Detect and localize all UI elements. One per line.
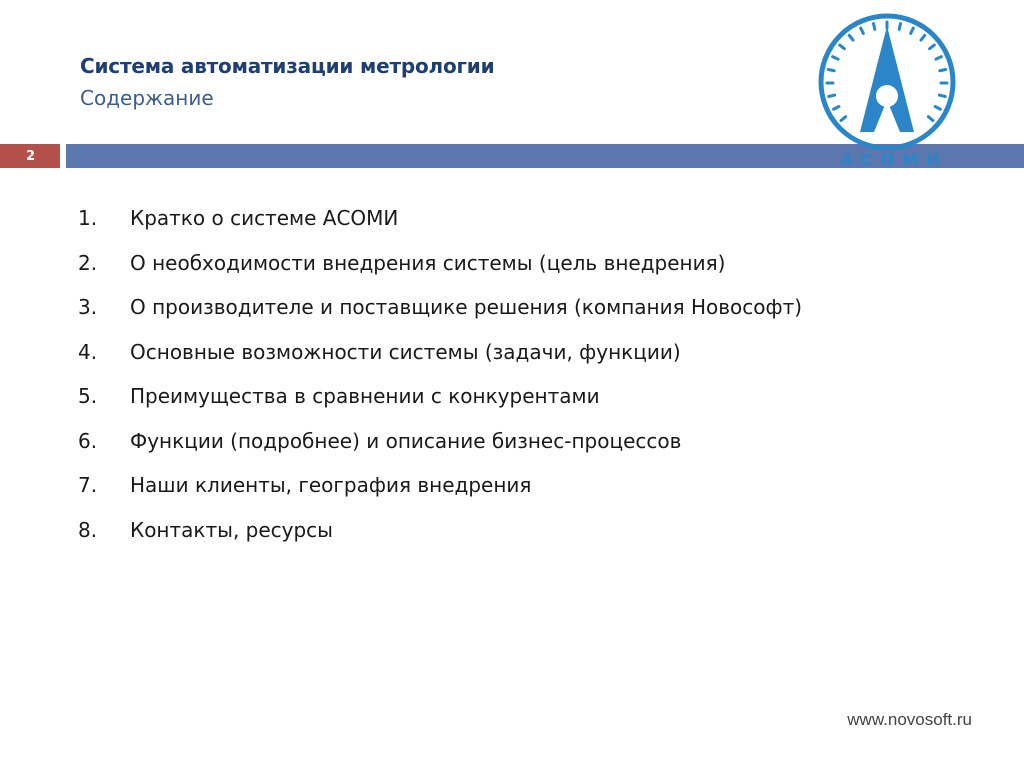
logo-tick bbox=[861, 28, 864, 33]
toc-item: 5. Преимущества в сравнении с конкурентами bbox=[78, 384, 600, 409]
logo-tick bbox=[928, 117, 933, 121]
logo-tick bbox=[828, 70, 834, 71]
slide-title: Система автоматизации метрологии bbox=[80, 54, 495, 78]
logo-tick bbox=[940, 70, 946, 71]
footer-url: www.novosoft.ru bbox=[847, 710, 972, 729]
logo-tick bbox=[899, 24, 900, 30]
toc-item: 1. Кратко о системе АСОМИ bbox=[78, 206, 399, 231]
logo-tick bbox=[921, 35, 925, 40]
logo-tick bbox=[841, 117, 846, 121]
toc-item: 8. Контакты, ресурсы bbox=[78, 517, 333, 542]
logo-tick bbox=[935, 107, 940, 110]
logo-tick bbox=[834, 107, 839, 110]
logo-tick bbox=[939, 95, 945, 96]
toc-item: 3. О производителе и поставщике решения (компания Новософт) bbox=[78, 295, 803, 320]
logo-tick bbox=[840, 45, 845, 49]
logo-tick bbox=[874, 24, 875, 30]
asomi-logo-icon bbox=[812, 4, 962, 168]
table-of-contents bbox=[78, 196, 802, 552]
slide-subtitle: Содержание bbox=[80, 86, 214, 110]
logo-tick bbox=[829, 95, 835, 96]
toc-item: 7. Наши клиенты, география внедрения bbox=[78, 473, 532, 498]
toc-item: 4. Основные возможности системы (задачи, функции) bbox=[78, 339, 681, 364]
logo-tick bbox=[849, 35, 853, 40]
slide-number-badge: 2 bbox=[0, 144, 60, 168]
logo-tick bbox=[833, 57, 838, 60]
toc-item: 6. Функции (подробнее) и описание бизнес-процессов bbox=[78, 428, 682, 453]
logo-tick bbox=[930, 45, 935, 49]
logo-tick bbox=[911, 28, 914, 33]
toc-item: 2. О необходимости внедрения системы (цель внедрения) bbox=[78, 250, 726, 275]
logo-text: АСОМИ bbox=[840, 150, 948, 169]
logo-tick bbox=[936, 57, 941, 60]
